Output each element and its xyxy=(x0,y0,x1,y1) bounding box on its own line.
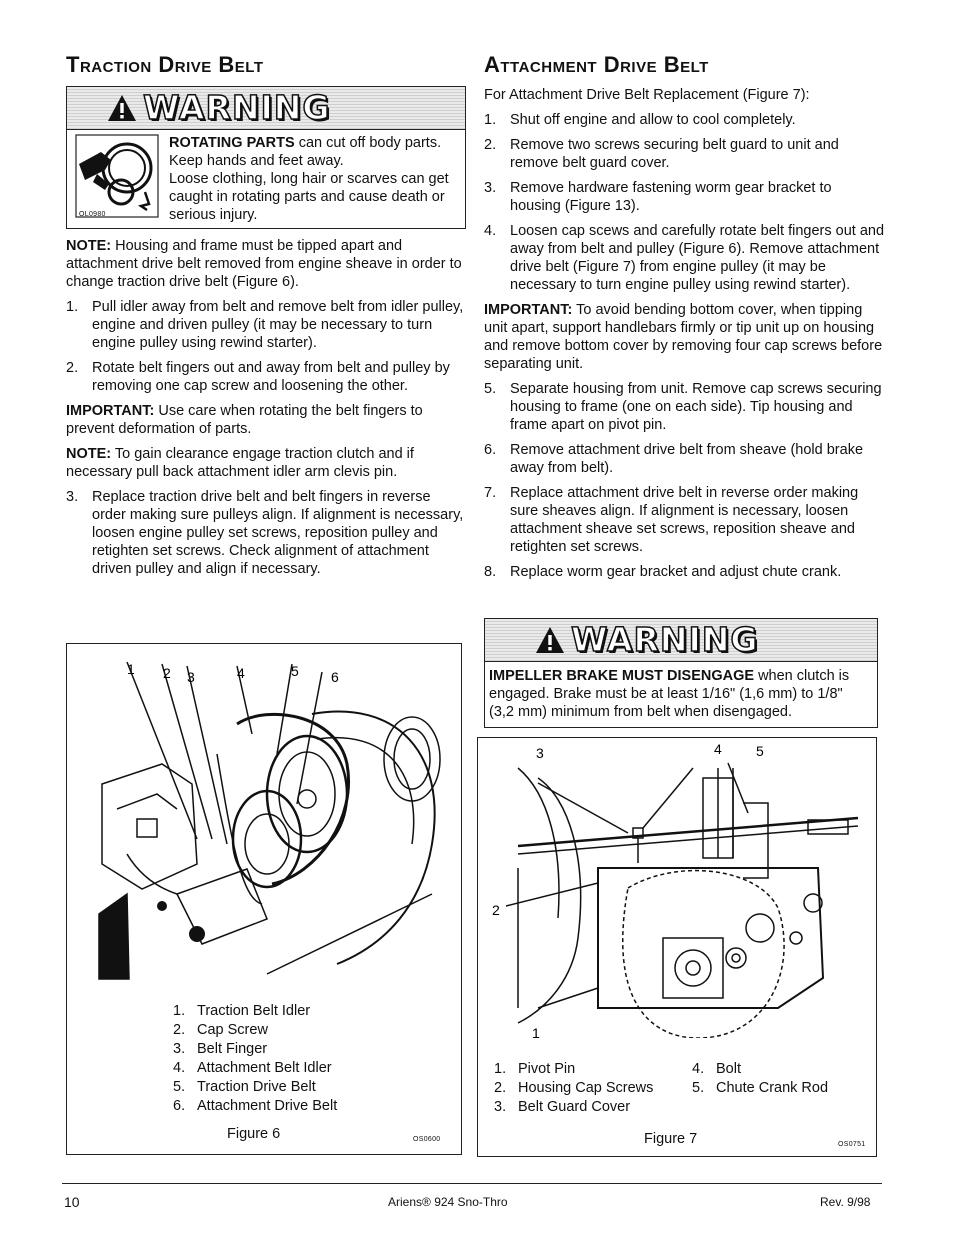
warning-banner xyxy=(485,619,877,662)
list-item: 3. Belt Guard Cover xyxy=(494,1099,631,1115)
warning-title: WARNING xyxy=(143,88,331,127)
figure-6-callout-4: 4 xyxy=(237,665,245,681)
list-item: 2. Remove two screws securing belt guard to unit and remove belt guard cover. xyxy=(484,137,839,171)
important-paragraph-right: IMPORTANT: To avoid bending bottom cover, when tipping unit apart, support handlebars firmly or tip unit up on housing and remove bottom cover by removing four cap screws before separating unit. xyxy=(484,302,883,372)
attachment-steps-list-2 xyxy=(484,380,884,581)
list-item: 5. Chute Crank Rod xyxy=(692,1080,829,1096)
important-paragraph: IMPORTANT: Use care when rotating the belt fingers to prevent deformation of parts. xyxy=(66,403,423,437)
figure-7-callout-3: 3 xyxy=(536,745,544,761)
list-item: 3. Belt Finger xyxy=(173,1041,268,1057)
warning-banner xyxy=(67,87,465,130)
figure-7-code: OS0751 xyxy=(838,1141,866,1148)
footer-revision: Rev. 9/98 xyxy=(820,1195,871,1209)
list-item: 4. Attachment Belt Idler xyxy=(173,1060,332,1076)
figure-6-box xyxy=(66,643,462,1155)
list-item: 3. Remove hardware fastening worm gear bracket to housing (Figure 13). xyxy=(484,180,832,214)
list-item: 6. Attachment Drive Belt xyxy=(173,1098,338,1114)
warning-text-1: can cut off body parts. Keep hands and feet away. xyxy=(169,135,442,169)
figure-6-caption: Figure 6 xyxy=(227,1126,281,1142)
warning-text-2: Loose clothing, long hair or scarves can get caught in rotating parts and cause death or serious injury. xyxy=(169,171,449,223)
list-item: 2. Cap Screw xyxy=(173,1022,268,1038)
figure-6-code: OS0600 xyxy=(413,1136,441,1143)
warning-title: WARNING xyxy=(571,620,759,659)
figure-6-callout-3: 3 xyxy=(187,669,195,685)
figure-7-callout-4: 4 xyxy=(714,741,722,757)
note-paragraph-2: NOTE: To gain clearance engage traction clutch and if necessary pull back attachment idler arm clevis pin. xyxy=(66,446,414,480)
warning-triangle-icon xyxy=(535,626,565,654)
figure-6-legend xyxy=(173,1002,337,1116)
rotating-parts-hazard-icon xyxy=(75,134,159,218)
figure-6-callout-5: 5 xyxy=(291,663,299,679)
list-item: 7. Replace attachment drive belt in reverse order making sure sheaves align. If alignment is necessary, loosen attachment sheave set screws, reposition sheave and retighten set screws. xyxy=(484,485,859,555)
figure-7-callout-2: 2 xyxy=(492,902,500,918)
left-column xyxy=(66,52,466,585)
list-item: 5. Traction Drive Belt xyxy=(173,1079,316,1095)
warning-triangle-icon xyxy=(107,94,137,122)
impeller-warning-text: IMPELLER BRAKE MUST DISENGAGE when clutch is engaged. Brake must be at least 1/16" (1,6 mm) to 1/8" (3,2 mm) minimum from belt when disengaged. xyxy=(489,668,850,720)
footer-title: Ariens® 924 Sno-Thro xyxy=(388,1195,508,1209)
footer-rule xyxy=(62,1183,882,1184)
figure-6-illustration xyxy=(67,644,461,984)
attachment-drive-belt-heading: Attachment Drive Belt xyxy=(484,52,709,77)
figure-6-callout-2: 2 xyxy=(163,665,171,681)
figure-7-box xyxy=(477,737,877,1157)
figure-7-legend-left xyxy=(494,1060,653,1117)
rotating-parts-warning xyxy=(66,86,466,229)
intro-paragraph: For Attachment Drive Belt Replacement (Figure 7): xyxy=(484,87,810,103)
list-item: 4. Loosen cap scews and carefully rotate belt fingers out and away from belt and pulley (Figure 6). Remove attachment drive belt (Figure 7) from engine pulley (it may be necessary to turn engine pulley using rewind starter). xyxy=(484,223,885,293)
warning-image-code: OL0980 xyxy=(79,211,106,218)
warning-lead: ROTATING PARTS xyxy=(169,135,295,151)
list-item: 5. Separate housing from unit. Remove cap screws securing housing to frame (one on each side). Tip housing and frame apart on pivot pin. xyxy=(484,381,882,433)
traction-steps-list xyxy=(66,298,466,395)
list-item: 4. Bolt xyxy=(692,1061,741,1077)
page-number: 10 xyxy=(64,1194,80,1210)
figure-7-callout-1: 1 xyxy=(532,1025,540,1038)
list-item: 2. Rotate belt fingers out and away from belt and pulley by removing one cap screw and loosening the other. xyxy=(66,360,450,394)
figure-6-callout-6: 6 xyxy=(331,669,339,685)
list-item: 2. Housing Cap Screws xyxy=(494,1080,654,1096)
list-item: 3. Replace traction drive belt and belt fingers in reverse order making sure pulleys align. If alignment is necessary, loosen engine pulley set screws, reposition pulley and retighten set screws. Check alignment of attachment driven pulley and align if necessary. xyxy=(66,489,464,577)
impeller-brake-warning xyxy=(484,618,878,728)
figure-7-caption: Figure 7 xyxy=(644,1131,698,1147)
traction-drive-belt-heading: Traction Drive Belt xyxy=(66,52,264,77)
figure-7-illustration xyxy=(478,738,876,1038)
attachment-steps-list xyxy=(484,111,884,294)
list-item: 1. Traction Belt Idler xyxy=(173,1003,311,1019)
note-paragraph: NOTE: Housing and frame must be tipped apart and attachment drive belt removed from engine sheave in order to change traction drive belt (Figure 6). xyxy=(66,238,462,290)
list-item: 8. Replace worm gear bracket and adjust chute crank. xyxy=(484,564,842,580)
figure-7-callout-5: 5 xyxy=(756,743,764,759)
figure-7-legend-right xyxy=(692,1060,828,1098)
right-column xyxy=(484,52,884,588)
list-item: 1. Shut off engine and allow to cool completely. xyxy=(484,112,796,128)
list-item: 1. Pivot Pin xyxy=(494,1061,576,1077)
figure-6-callout-1: 1 xyxy=(127,661,135,677)
list-item: 1. Pull idler away from belt and remove belt from idler pulley, engine and driven pulley (it may be necessary to turn engine pulley using rewind starter). xyxy=(66,299,464,351)
traction-steps-list-2 xyxy=(66,488,466,578)
list-item: 6. Remove attachment drive belt from sheave (hold brake away from belt). xyxy=(484,442,864,476)
